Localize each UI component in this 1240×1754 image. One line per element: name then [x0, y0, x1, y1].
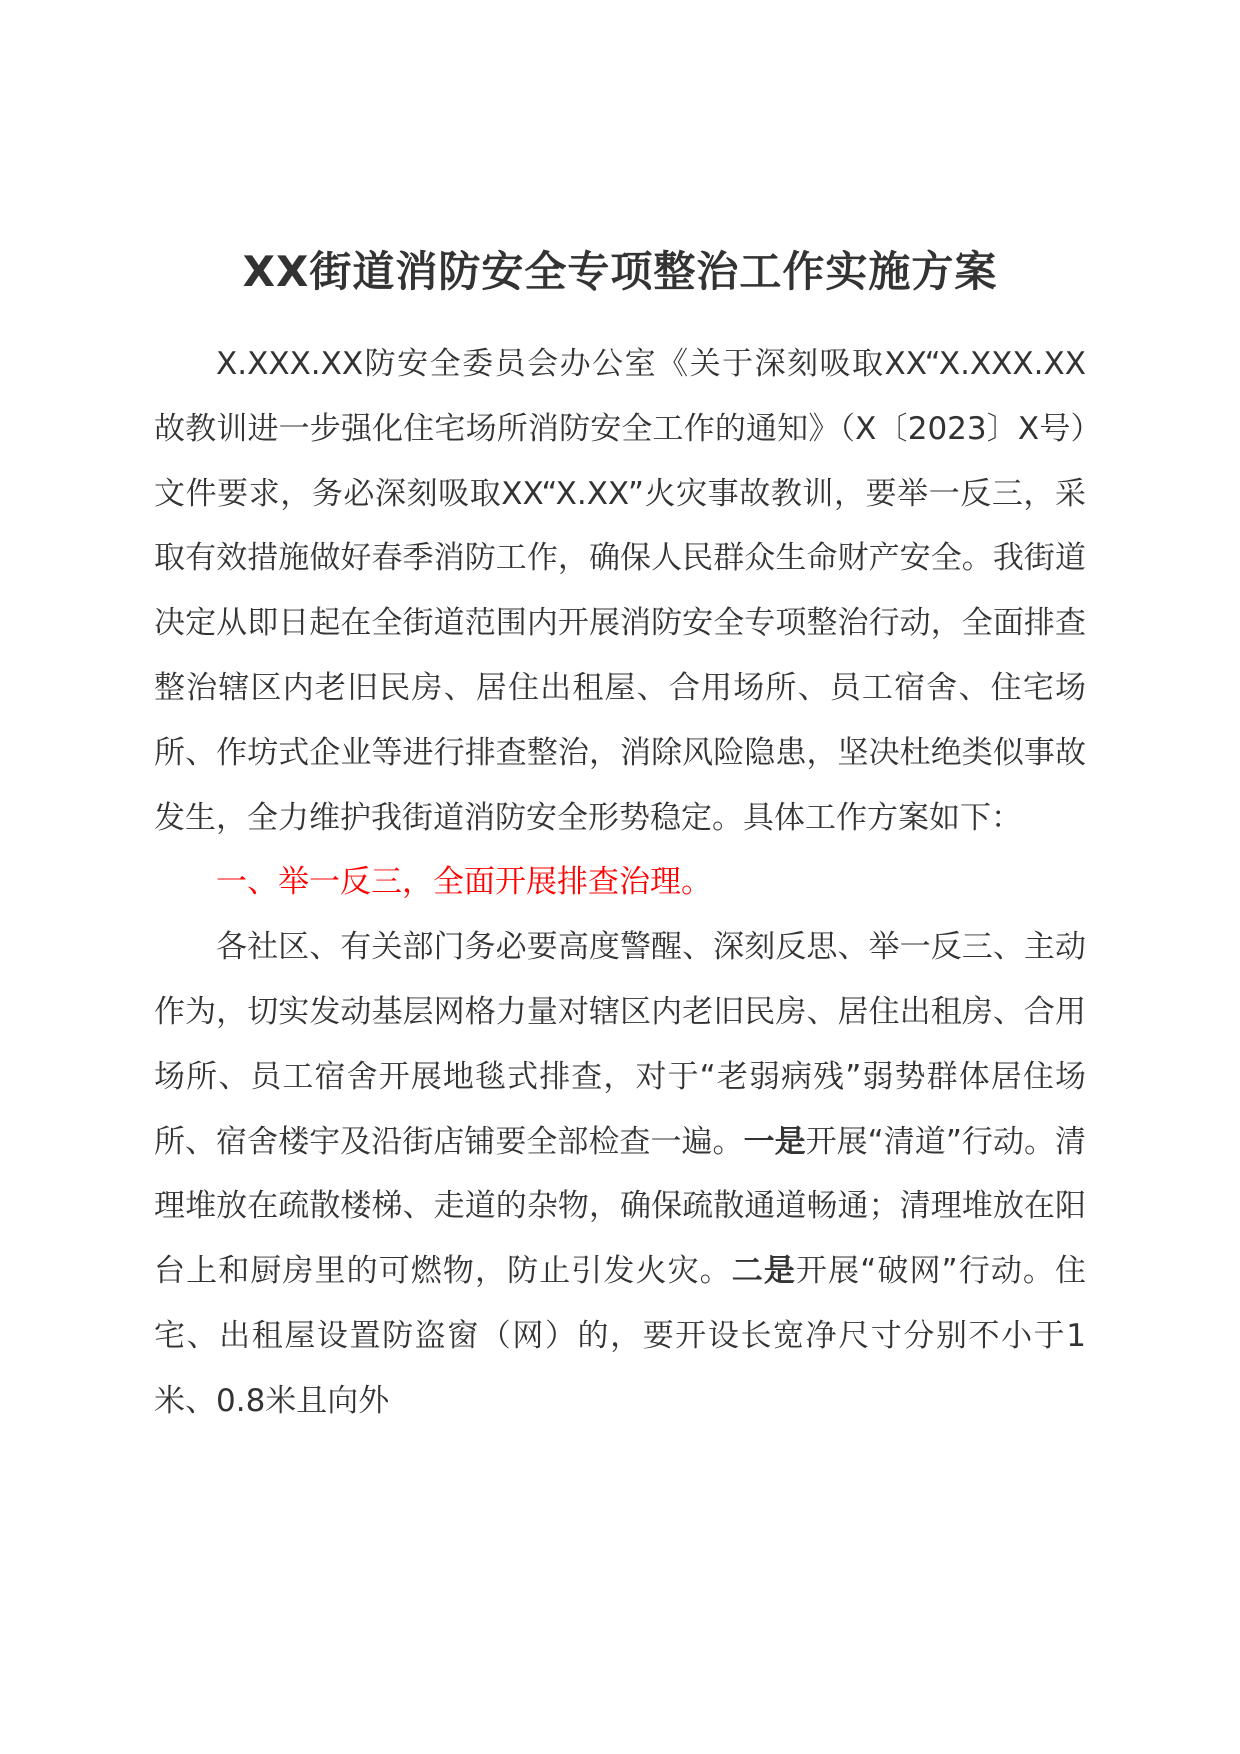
paragraph-text: 各社区、有关部门务必要高度警醒、深刻反思、举一反三、主动作为，切实发动基层网格力量对辖区内老旧民房、居住出租房、合用场所、员工宿舍开展地毯式排查，对于“老弱病残”弱势群体居住场所、宿舍楼宇及沿街店铺要全部检查一遍。 [154, 929, 1086, 1160]
point-text: 开展“破网”行动。住宅、出租屋设置防盗窗（网）的，要开设长宽净尺寸分别不小于1米、0.8米且向外 [154, 1253, 1087, 1419]
document-title: XX街道消防安全专项整治工作实施方案 [242, 247, 998, 296]
intro-paragraph: X.XXX.XX防安全委员会办公室《关于深刻吸取XX“X.XXX.XX故教训进一步强化住宅场所消防安全工作的通知》（X〔2023〕X号）文件要求，务必深刻吸取XX“X.XX”火灾事故教训，要举一反三，采取有效措施做好春季消防工作，确保人民群众生命财产安全。我街道决定从即日起在全街道范围内开展消防安全专项整治行动，全面排查整治辖区内老旧民房、居住出租屋、合用场所、员工宿舍、住宅场所、作坊式企业等进行排查整治，消除风险隐患，坚决杜绝类似事故发生，全力维护我街道消防安全形势稳定。具体工作方案如下： [154, 346, 1086, 836]
document-body [154, 332, 1086, 1434]
point-text: 开展“清道”行动。清理堆放在疏散楼梯、走道的杂物，确保疏散通道畅通；清理堆放在阳台上和厨房里的可燃物，防止引发火灾。 [154, 1123, 1087, 1290]
section-heading: 一、举一反三，全面开展排查治理。 [216, 864, 712, 901]
point-label: 二是 [731, 1253, 796, 1290]
point-label: 一是 [743, 1123, 806, 1160]
body-paragraph [154, 915, 1086, 1433]
